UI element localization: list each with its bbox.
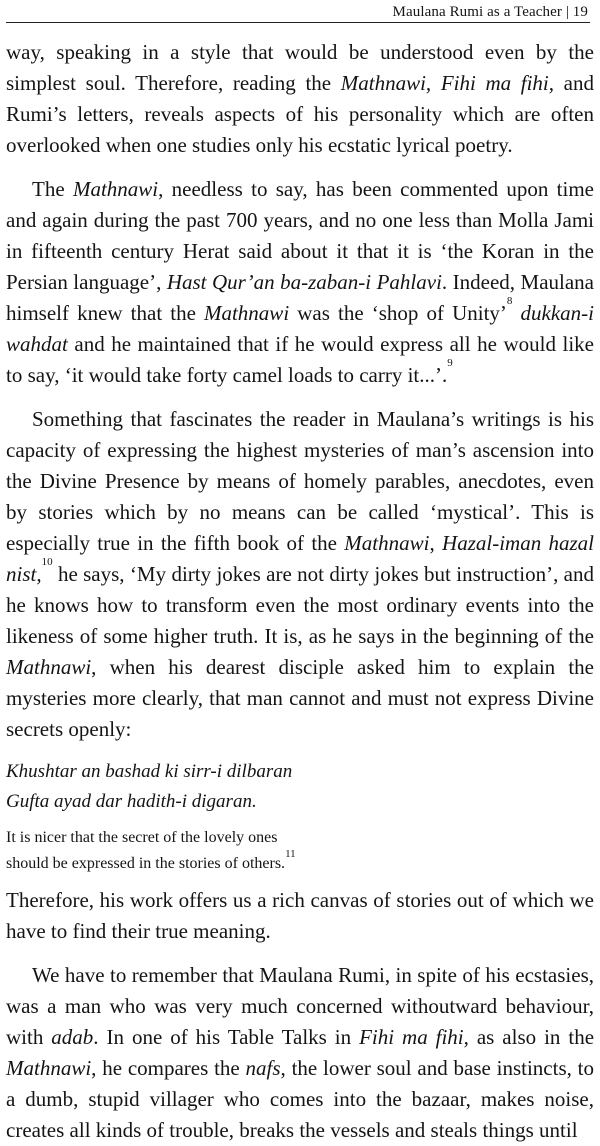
translation-line-2: should be expressed in the stories of others. [6, 855, 286, 872]
text: , the lower soul and base instincts, to a dumb, stupid villager who comes into the bazaar, makes noise, creates all kinds of trouble, breaks the vessels and steals things until [6, 1056, 594, 1142]
paragraph-2 [6, 174, 594, 391]
italic-phrase: Hast Qur’an ba-zaban-i Pahlavi [166, 270, 442, 294]
text: The [32, 177, 73, 201]
footnote-ref-11[interactable]: 11 [285, 848, 296, 860]
text: and Rumi’s letters, reveals aspects of his personality which are often overlooked when one studies only his ecstatic lyrical poetry. [6, 71, 594, 157]
text: , [429, 531, 443, 555]
italic-phrase: dukkan-i wahdat [6, 301, 594, 356]
verse-line-1: Khushtar an bashad ki sirr-i dilbaran [6, 761, 293, 782]
text: Something that fascinates the reader in Maulana’s writings is his capacity of expressing the highest mysteries of man’s ascension into the Divine Presence by means of homely parables, anecdotes, even by stories which by no means can be called ‘mystical’. This is especially true in the fifth book of the [6, 407, 594, 555]
text: We have to remember that Maulana Rumi, in spite of his ecstasies, was a man who was very much concerned withoutward behaviour, with [6, 963, 594, 1049]
text: Therefore, his work offers us a rich canvas of stories out of which we have to find their true meaning. [6, 888, 594, 943]
italic-title: Fihi ma fihi [359, 1025, 464, 1049]
text: . In one of his Table Talks in [93, 1025, 360, 1049]
paragraph-5 [6, 960, 594, 1146]
text: , when his dearest disciple asked him to explain the mysteries more clearly, that man cannot and must not express Divine secrets openly: [6, 655, 594, 741]
text: , he compares the [91, 1056, 246, 1080]
text: , as also in the [463, 1025, 595, 1049]
italic-title: Mathnawi [203, 301, 290, 325]
verse-quote [6, 757, 594, 817]
running-head: Maulana Rumi as a Teacher | 19 [6, 0, 590, 23]
italic-title: Mathnawi, Fihi ma fihi, [340, 71, 555, 95]
italic-title: Mathnawi [344, 531, 430, 555]
text: was the ‘shop of Unity’ [289, 301, 507, 325]
paragraph-4 [6, 885, 594, 947]
italic-term: adab [51, 1025, 94, 1049]
paragraph-3 [6, 404, 594, 745]
translation-line-1: It is nicer that the secret of the lovely ones [6, 829, 278, 846]
footnote-ref-9[interactable]: 9 [447, 357, 453, 369]
verse-translation [6, 825, 594, 877]
italic-phrase: Hazal-iman hazal nist, [6, 531, 595, 586]
italic-term: nafs [245, 1056, 281, 1080]
paragraph-1 [6, 37, 594, 161]
text: . Indeed, Maulana himself knew that the [6, 270, 594, 325]
footnote-ref-8[interactable]: 8 [506, 295, 513, 307]
verse-line-2: Gufta ayad dar hadith-i digaran. [6, 791, 257, 812]
italic-title: Mathnawi [6, 1056, 92, 1080]
text: way, speaking in a style that would be understood even by the simplest soul. Therefore, reading the [6, 40, 594, 95]
italic-title: Mathnawi [72, 177, 159, 201]
footnote-ref-10[interactable]: 10 [41, 556, 53, 568]
text: , needless to say, has been commented upon time and again during the past 700 years, and no one less than Molla Jami in fifteenth century Herat said about it that it is ‘the Koran in the Persian language’, [6, 177, 595, 294]
italic-title: Mathnawi [6, 655, 92, 679]
text: and he maintained that if he would express all he would like to say, ‘it would take forty camel loads to carry it...’. [6, 332, 594, 387]
text: he says, ‘My dirty jokes are not dirty jokes but instruction’, and he knows how to transform even the most ordinary events into the likeness of some higher truth. It is, as he says in the beginning of the [6, 562, 594, 648]
body-text [6, 37, 594, 1146]
